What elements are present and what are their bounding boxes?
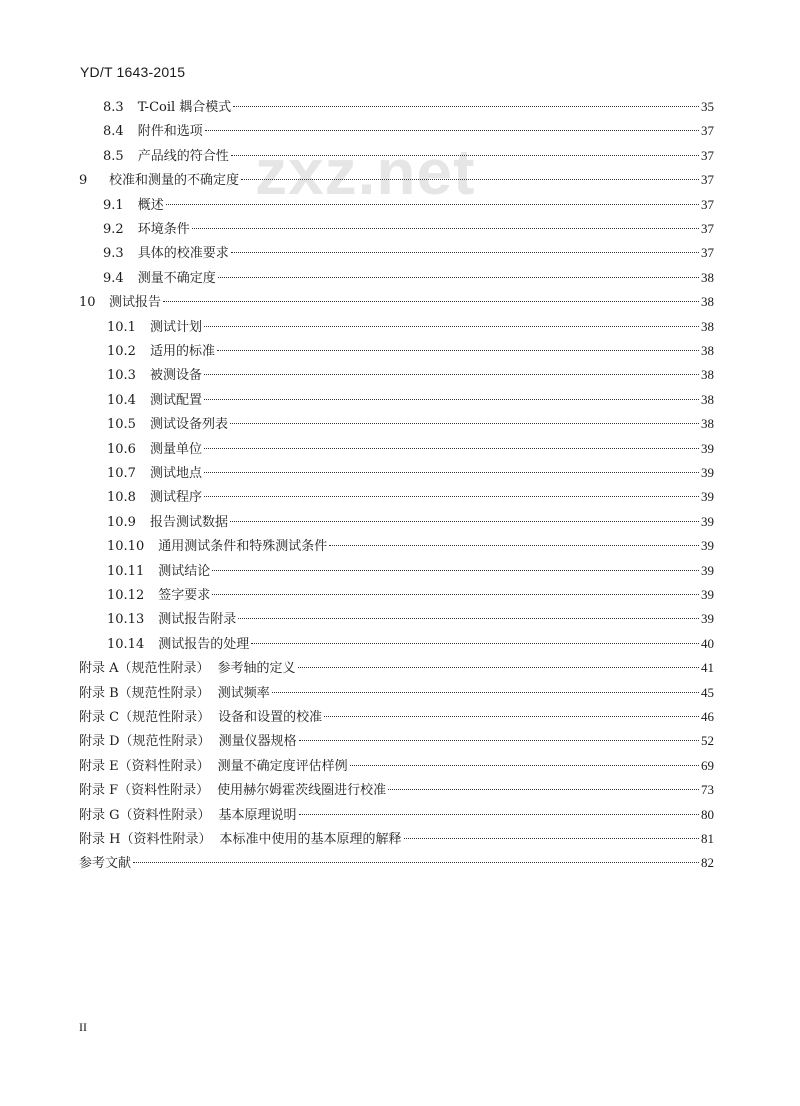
toc-entry-page: 38 [701,391,714,407]
toc-entry-page: 41 [701,660,714,676]
toc-leader-dots [212,570,699,571]
toc-entry[interactable] [79,705,714,729]
toc-entry[interactable] [107,437,714,461]
toc-entry-title: 参考轴的定义 [217,661,296,677]
toc-entry-title: 使用赫尔姆霍茨线圈进行校准 [217,783,387,799]
toc-entry[interactable] [79,803,714,827]
toc-leader-dots [204,374,699,375]
toc-entry[interactable] [79,729,714,753]
toc-entry-page: 37 [701,221,714,236]
toc-leader-dots [233,106,699,107]
toc-entry[interactable] [103,95,714,119]
toc-entry-page: 37 [701,196,714,212]
toc-entry-number: 附录 D（规范性附录） [79,734,211,750]
toc-entry[interactable] [103,119,714,143]
toc-entry-number: 10.6 [107,441,136,457]
toc-entry-number: 附录 F（资料性附录） [79,783,210,799]
toc-entry-number: 10.8 [107,490,136,506]
toc-entry[interactable] [103,266,714,290]
toc-entry-title: 测试地点 [149,466,202,481]
toc-leader-dots [272,692,699,693]
toc-leader-dots [166,204,699,205]
toc-entry-number: 10.9 [107,514,136,530]
toc-entry-page: 39 [701,513,714,529]
toc-leader-dots [192,228,699,229]
toc-entry-page: 46 [701,709,714,724]
toc-entry-number: 10.13 [107,612,145,628]
toc-entry-title: 被测设备 [149,368,202,384]
toc-entry-number: 10.14 [107,636,145,652]
toc-entry-number: 9.2 [103,222,124,237]
toc-entry-page: 38 [701,416,714,432]
document-header: YD/T 1643-2015 [80,64,186,80]
toc-leader-dots [251,643,699,644]
toc-entry-title: 测试结论 [158,563,211,579]
toc-leader-dots [329,545,699,546]
toc-entry-title: 本标准中使用的基本原理的解释 [219,832,402,847]
toc-leader-dots [324,716,699,717]
toc-entry[interactable] [107,632,714,656]
toc-entry[interactable] [79,168,714,192]
toc-entry-number: 10.4 [107,392,136,408]
toc-leader-dots [231,252,699,253]
toc-entry[interactable] [103,217,714,241]
toc-leader-dots [238,618,699,619]
toc-entry-page: 37 [701,147,714,163]
toc-entry[interactable] [107,485,714,509]
toc-leader-dots [204,399,699,400]
toc-leader-dots [299,814,699,815]
toc-entry-number: 10.5 [107,417,136,433]
toc-entry-title: 附件和选项 [137,124,203,140]
toc-entry-page: 39 [701,538,714,554]
toc-entry-page: 39 [701,587,714,602]
toc-entry-number: 10 [79,295,96,311]
toc-entry-number: 附录 A（规范性附录） [79,661,210,677]
toc-entry-page: 52 [701,733,714,749]
toc-entry-number: 附录 C（规范性附录） [79,710,211,725]
toc-entry-title: 产品线的符合性 [137,148,229,164]
toc-leader-dots [163,301,699,302]
toc-entry-page: 37 [701,172,714,188]
toc-entry-title: 测量不确定度 [137,270,216,286]
toc-entry[interactable] [107,583,714,607]
toc-entry-title: 签字要求 [158,588,211,603]
toc-entry-page: 39 [701,611,714,627]
toc-entry[interactable] [79,778,714,802]
toc-entry-number: 参考文献 [79,856,132,872]
toc-entry[interactable] [107,412,714,436]
toc-entry-number: 10.3 [107,368,136,384]
toc-entry-title: 测试报告附录 [158,612,237,628]
toc-leader-dots [350,765,699,766]
toc-entry[interactable] [79,681,714,705]
toc-entry-title: 测试计划 [149,319,202,335]
toc-entry[interactable] [107,461,714,485]
toc-leader-dots [204,472,699,473]
toc-leader-dots [230,423,699,424]
watermark: zxz.net [255,136,476,208]
toc-entry-title: 测量单位 [149,441,202,457]
toc-entry-page: 39 [701,562,714,578]
toc-entry-title: 适用的标准 [149,344,215,359]
toc-entry-title: 基本原理说明 [218,807,297,823]
toc-entry-page: 73 [701,782,714,798]
toc-entry-title: 测试程序 [149,490,202,506]
toc-entry-page: 81 [701,831,714,846]
toc-entry-number: 9 [79,173,88,189]
toc-entry-title: 测试频率 [217,685,270,701]
toc-entry-page: 39 [701,465,714,480]
toc-entry-title: 测试设备列表 [149,417,228,433]
toc-entry[interactable] [107,559,714,583]
toc-entry-title: 设备和设置的校准 [218,710,323,725]
toc-entry-number: 附录 B（规范性附录） [79,685,210,701]
toc-entry-number: 10.2 [107,344,136,359]
toc-leader-dots [205,130,699,131]
toc-entry-page: 69 [701,757,714,773]
toc-leader-dots [204,326,699,327]
toc-entry[interactable] [103,144,714,168]
toc-entry-title: 测试报告 [109,295,162,311]
toc-leader-dots [388,789,699,790]
toc-entry-page: 37 [701,123,714,139]
toc-entry-number: 8.3 [103,100,124,115]
toc-entry-number: 10.11 [107,563,145,579]
toc-entry-number: 8.4 [103,124,124,140]
page-number: II [79,1020,87,1034]
toc-entry-number: 8.5 [103,148,124,164]
toc-entry-title: 校准和测量的不确定度 [109,173,240,189]
toc-entry[interactable] [107,510,714,534]
toc-entry-page: 40 [701,635,714,651]
toc-entry-number: 附录 G（资料性附录） [79,807,211,823]
toc-leader-dots [404,838,700,839]
toc-entry[interactable] [103,193,714,217]
toc-entry-number: 附录 E（资料性附录） [79,758,210,774]
toc-entry-number: 9.3 [103,246,124,262]
toc-leader-dots [212,594,699,595]
toc-entry[interactable] [79,851,714,875]
toc-entry[interactable] [79,290,714,314]
toc-entry-page: 38 [701,294,714,310]
toc-entry-number: 9.4 [103,270,124,286]
toc-entry[interactable] [107,339,714,363]
toc-entry-page: 38 [701,269,714,285]
toc-entry[interactable] [79,656,714,680]
toc-entry-title: 报告测试数据 [149,514,228,530]
toc-leader-dots [204,496,699,497]
toc-entry-page: 37 [701,245,714,261]
toc-leader-dots [299,740,699,741]
toc-entry-title: T-Coil 耦合模式 [137,100,232,115]
toc-leader-dots [231,155,699,156]
toc-entry-number: 10.12 [107,588,145,603]
toc-entry-page: 38 [701,367,714,383]
toc-entry-title: 概述 [137,197,164,213]
toc-entry[interactable] [107,607,714,631]
toc-entry-page: 82 [701,855,714,871]
toc-entry-number: 10.10 [107,539,145,555]
toc-entry-page: 35 [701,99,714,114]
toc-leader-dots [241,179,699,180]
toc-entry-number: 9.1 [103,197,124,213]
toc-entry[interactable] [79,754,714,778]
toc-entry-title: 通用测试条件和特殊测试条件 [158,539,328,555]
toc-leader-dots [204,448,699,449]
toc-entry[interactable] [107,534,714,558]
toc-entry-page: 39 [701,440,714,456]
toc-entry-page: 38 [701,318,714,334]
toc-leader-dots [218,277,699,278]
toc-entry-title: 具体的校准要求 [137,246,229,262]
toc-entry[interactable] [107,315,714,339]
toc-entry[interactable] [79,827,714,851]
toc-entry-number: 10.1 [107,319,136,335]
toc-entry-page: 38 [701,343,714,358]
toc-leader-dots [298,667,699,668]
toc-entry-title: 测量不确定度评估样例 [217,758,348,774]
toc-entry-number: 10.7 [107,466,136,481]
toc-entry[interactable] [103,241,714,265]
toc-entry[interactable] [107,363,714,387]
toc-entry[interactable] [107,388,714,412]
toc-entry-title: 环境条件 [137,222,190,237]
toc-entry-page: 45 [701,684,714,700]
toc-entry-title: 测量仪器规格 [218,734,297,750]
toc-entry-page: 80 [701,806,714,822]
toc-leader-dots [133,862,699,863]
toc-entry-title: 测试报告的处理 [158,636,250,652]
toc-leader-dots [217,350,699,351]
toc-leader-dots [230,521,699,522]
toc-entry-page: 39 [701,489,714,505]
toc-entry-title: 测试配置 [149,392,202,408]
toc-entry-number: 附录 H（资料性附录） [79,832,212,847]
